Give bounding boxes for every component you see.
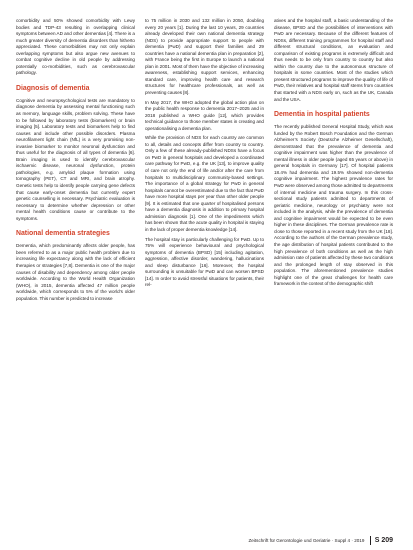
text-column-3 — [274, 18, 393, 291]
page-number: S 209 — [370, 536, 397, 545]
body-paragraph: The hospital stay is particularly challenging for PwD. Up to 75% will experience behavioural and psychological symptoms of dementia (BPSD) [15] including agitation, aggression, affective disorder, wandering, hallucinations and sleep disturbance [16]. Moreover, the hospital surrounding is unsuitable for PwD and can worsen BPSD [14]. In order to avoid stressful situations for patients, their rel- — [145, 236, 264, 288]
body-paragraph: In May 2017, the WHO adopted the global action plan on the public health response to dementia 2017–2025 and in 2018 published a WHO guide [12], which provides technical guidance to those member states in creating and operationalising a dementia plan. — [145, 99, 264, 131]
body-paragraph: The recently published General Hospital Study, which was funded by the Robert Bosch Foundation and the German Alzheimer’s Society (Deutsche Alzheimer Gesellschaft), demonstrated that the prevalence of dementia and cognitive impairment was higher than the prevalence of mental illness in older people (aged 65 years or above) in general hospitals in Germany [17]. Of hospital patients 18.4% had dementia and 19.5% showed non-dementia cognitive impairment. The highest prevalence rates for PwD were observed among those admitted to departments of internal medicine and trauma surgery. In this cross-sectional study patients admitted to departments of geriatric medicine, neurology or psychiatry were not included in the analysis, while the prevalence of dementia and cognitive impairment would be expected to be even higher in these disciplines. The German prevalence rate is close to those reported in a recent study from the UK [18]. According to the authors of the German prevalence study, the age distribution of hospital patients contributed to the high prevalence of both conditions as well as the high admission rate of patients affected by these two conditions and the prolonged length of stay observed in this population. The aforementioned prevalence studies highlight one of the great challenges for health care framework in the context of the demographic shift — [274, 124, 393, 287]
page-footer — [248, 536, 397, 545]
section-heading: Dementia in hospital patients — [274, 111, 370, 119]
body-paragraph: Cognitive and neuropsychological tests are mandatory to diagnose dementia by assessing mental functioning such as memory, language skills, problem solving. These have to be followed by laboratory tests (biomarkers) or brain imaging [5]. Laboratory tests and biomarkers help to find causes and include other possible disorders. Plasma neurofilament light chain (NfL) is a very promising non-invasive biomarker to monitor neuronal dysfunction and thus useful for the diagnosis of all types of dementia [6]. Brain imaging is used to identify cerebrovascular ischaemic disease, neuronal dysfunction, protein pathologies, e.g. amyloid plaque formation using tomography (PET), CT and MRI, and brain atrophy. Genetic tests help to identify people carrying gene defects that cause early-onset dementia but currently expert genetic counselling is necessary. Psychiatric evaluation is necessary to determine whether depression or other mental health conditions cause or contribute to the symptoms. — [16, 97, 135, 221]
body-paragraph: atives and the hospital staff, a basic understanding of the disease, BPSD and the possibilities of interventions with PwD are necessary. Because of the different features of NDSs, different training programmes for hospital staff and different structural conditions, an evaluation and comparison of existing programs is extremely difficult and thus needs to be only from country to country but also within the country due to the autonomous structure of hospitals in some countries. Most of the studies which present structured programs to improve the quality of life of PwD, their relatives and hospital staff stems from countries that started with a NDS early on, such as the UK, Canada and the USA. — [274, 18, 393, 102]
body-paragraph: While the provision of NDS for each country are common to all, details and concepts differ from country to country. Only a few of these already-published NDSs have a focus on PwD in general hospitals and developed a coordinated care pathway for PwD, e.g. the UK [13], to improve quality of care not only the end of life and/or after the care from hospitals to multidisciplinary community-based settings. The importance of a global strategy for PwD in general hospitals cannot be overestimated due to the fact that PwD have more hospital stays per year than other older people [9]. It is estimated that one quarter of hospitalised persons have a dementia diagnosis in addition to primary hospital admission diagnosis [1]. One of the impediments which has been shown that the acute quality in hospital is staying in the lack of proper dementia knowledge [14]. — [145, 135, 264, 232]
section-heading: Diagnosis of dementia — [16, 84, 90, 92]
body-paragraph: Dementia, which predominantly affects older people, has been referred to as a major public health problem due to increasing life expectancy along with the lack of efficient therapies or strategies [7,8]. Dementia is one of the major causes of disability and dependency among older people worldwide. According to the World Health Organization (WHO), in 2015, dementia affected 47 million people worldwide, which corresponds to 5% of the world’s older population. This number is predicted to increase — [16, 243, 135, 301]
body-paragraph: comorbidity and 50% showed comorbidity with Lewy bodies and TDP-43 resulting in overlapping clinical symptoms between AD and other dementias [4]. There is a much greater diversity of dementia disorders than hitherto appreciated. These comorbidities may not only explain overlapping symptoms but also argue new avenues to combat cognitive decline in old people by addressing potentially co-morbidities, such as cerebrovascular pathology. — [16, 18, 135, 76]
body-paragraph: to 75 million in 2030 and 132 million in 2050, doubling every 20 years [1]. During the last 10 years, 29 countries already developed their own national dementia strategy (NDS) to provide appropriate support to people with dementia (PwD) and support their families and 29 countries have a national dementia plan in preparation [2], with France being the first in Europe to launch a national plan in 2001. Most of them have the objective of increasing awareness, establishing support services, enhancing standard care, improving health care and research structures for healthcare professionals, as well as preventing causes [8]. — [145, 18, 264, 96]
journal-citation: Zeitschrift für Gerontologie und Geriatrie · Suppl 4 · 2019 — [248, 538, 365, 543]
text-column-2 — [145, 18, 264, 292]
section-heading: National dementia strategies — [16, 230, 110, 238]
text-column-1 — [16, 18, 135, 305]
